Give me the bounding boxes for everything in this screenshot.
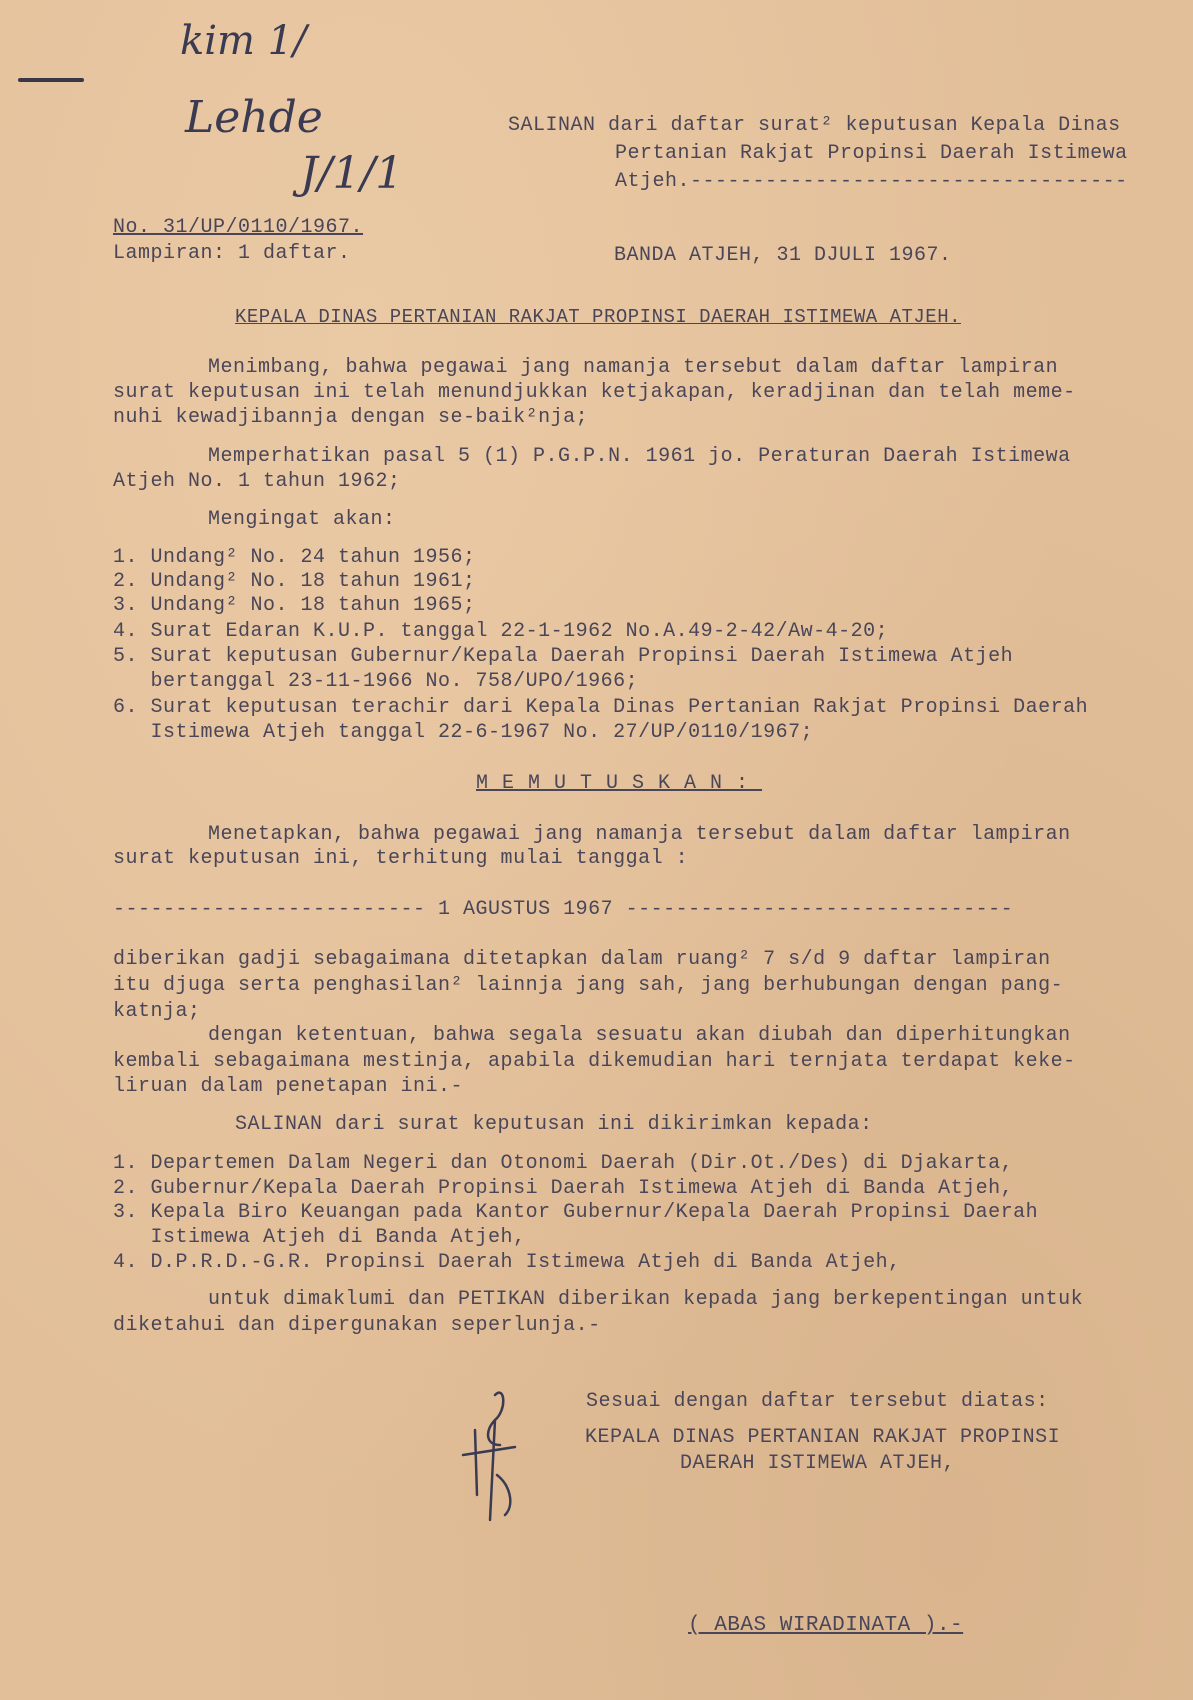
considering-line1: Menimbang, bahwa pegawai jang namanja tersebut dalam daftar lampiran	[208, 356, 1059, 379]
considering-line2: surat keputusan ini telah menundjukkan ketjakapan, keradjinan dan telah meme-	[113, 381, 1076, 404]
recalling-item: bertanggal 23-11-1966 No. 758/UPO/1966;	[113, 670, 639, 693]
recalling-item: 6. Surat keputusan terachir dari Kepala Dinas Pertanian Rakjat Propinsi Daerah	[113, 696, 1089, 719]
noting-line1: Memperhatikan pasal 5 (1) P.G.P.N. 1961 jo. Peraturan Daerah Istimewa	[208, 445, 1071, 468]
copies-item: 3. Kepala Biro Keuangan pada Kantor Gubernur/Kepala Daerah Propinsi Daerah	[113, 1201, 1039, 1224]
copies-label: SALINAN dari surat keputusan ini dikirimkan kepada:	[235, 1113, 873, 1136]
provision-line2: kembali sebagaimana mestinja, apabila dikemudian hari ternjata terdapat keke-	[113, 1050, 1076, 1073]
signatory-name: ( ABAS WIRADINATA ).-	[688, 1614, 964, 1637]
closing-line1: untuk dimaklumi dan PETIKAN diberikan kepada jang berkepentingan untuk	[208, 1288, 1084, 1311]
copies-item: 4. D.P.R.D.-G.R. Propinsi Daerah Istimewa Atjeh di Banda Atjeh,	[113, 1251, 901, 1274]
recalling-item: 4. Surat Edaran K.U.P. tanggal 22-1-1962 No.A.49-2-42/Aw-4-20;	[113, 620, 889, 643]
copy-heading-line3: Atjeh.-----------------------------------	[615, 170, 1128, 193]
decides-heading: MEMUTUSKAN:	[476, 772, 763, 795]
signature-position-line1: KEPALA DINAS PERTANIAN RAKJAT PROPINSI	[585, 1426, 1061, 1449]
handwritten-note-line3: J/1/1	[300, 148, 404, 199]
salary-line1: diberikan gadji sebagaimana ditetapkan dalam ruang² 7 s/d 9 daftar lampiran	[113, 948, 1051, 971]
recalling-item: 5. Surat keputusan Gubernur/Kepala Daerah Propinsi Daerah Istimewa Atjeh	[113, 645, 1014, 668]
provision-line1: dengan ketentuan, bahwa segala sesuatu akan diubah dan diperhitungkan	[208, 1024, 1071, 1047]
considering-line3: nuhi kewadjibannja dengan se-baik²nja;	[113, 406, 589, 429]
handwritten-note-line2: Lehde	[185, 92, 323, 143]
copy-heading-line1: SALINAN dari daftar surat² keputusan Kepala Dinas	[508, 114, 1121, 137]
handwritten-note: kim 1/	[180, 18, 307, 64]
closing-line2: diketahui dan dipergunakan seperlunja.-	[113, 1314, 601, 1337]
margin-dash	[18, 78, 84, 82]
signature-conformity: Sesuai dengan daftar tersebut diatas:	[586, 1390, 1049, 1413]
salary-line2: itu djuga serta penghasilan² lainnja jang sah, jang berhubungan dengan pang-	[113, 974, 1064, 997]
signature-position-line2: DAERAH ISTIMEWA ATJEH,	[680, 1452, 956, 1475]
salary-line3: katnja;	[113, 1000, 201, 1023]
recalling-item: 1. Undang² No. 24 tahun 1956;	[113, 546, 476, 569]
recalling-item: Istimewa Atjeh tanggal 22-6-1967 No. 27/UP/0110/1967;	[113, 721, 814, 744]
recalling-label: Mengingat akan:	[208, 508, 396, 531]
provision-line3: liruan dalam penetapan ini.-	[113, 1075, 464, 1098]
recalling-item: 3. Undang² No. 18 tahun 1965;	[113, 594, 476, 617]
copy-heading-line2: Pertanian Rakjat Propinsi Daerah Istimewa	[615, 142, 1128, 165]
effective-date: ------------------------- 1 AGUSTUS 1967 -------------------------------	[113, 898, 1014, 921]
copies-item: 1. Departemen Dalam Negeri dan Otonomi Daerah (Dir.Ot./Des) di Djakarta,	[113, 1152, 1014, 1175]
place-date: BANDA ATJEH, 31 DJULI 1967.	[614, 244, 952, 267]
establish-line2: surat keputusan ini, terhitung mulai tanggal :	[113, 847, 689, 870]
noting-line2: Atjeh No. 1 tahun 1962;	[113, 470, 401, 493]
attachment-count: Lampiran: 1 daftar.	[113, 242, 351, 265]
document-number: No. 31/UP/0110/1967.	[113, 216, 364, 239]
handwritten-signature	[455, 1385, 535, 1525]
establish-line1: Menetapkan, bahwa pegawai jang namanja tersebut dalam daftar lampiran	[208, 823, 1071, 846]
copies-item: Istimewa Atjeh di Banda Atjeh,	[113, 1226, 526, 1249]
recalling-item: 2. Undang² No. 18 tahun 1961;	[113, 570, 476, 593]
copies-item: 2. Gubernur/Kepala Daerah Propinsi Daerah Istimewa Atjeh di Banda Atjeh,	[113, 1177, 1014, 1200]
issuer-title: KEPALA DINAS PERTANIAN RAKJAT PROPINSI DAERAH ISTIMEWA ATJEH.	[235, 306, 962, 328]
